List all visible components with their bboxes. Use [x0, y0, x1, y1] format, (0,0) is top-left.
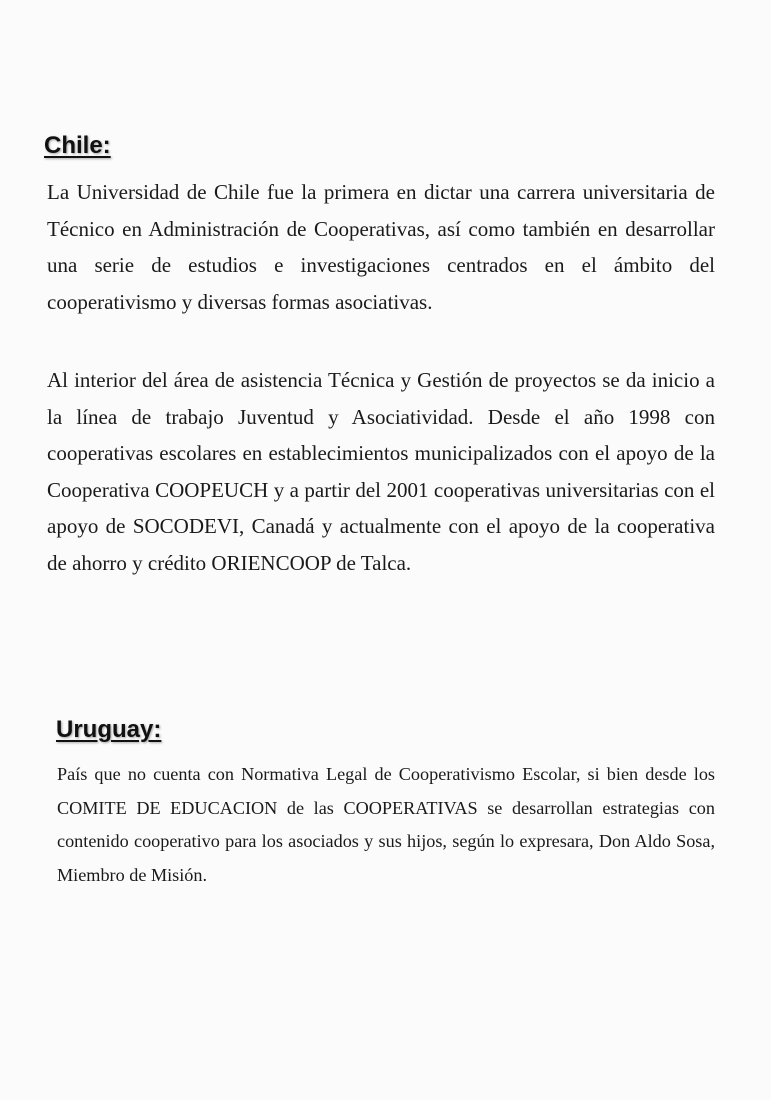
uruguay-heading: Uruguay: [56, 716, 162, 743]
chile-heading: Chile: [44, 132, 111, 159]
chile-paragraph-2: Al interior del área de asistencia Técnica y Gestión de proyectos se da inicio a la línea de trabajo Juventud y Asociatividad. Desde el año 1998 con cooperativas escolares en establecimientos municipalizados con el apoyo de la Cooperativa COOPEUCH y a partir del 2001 cooperativas universitarias con el apoyo de SOCODEVI, Canadá y actualmente con el apoyo de la cooperativa de ahorro y crédito ORIENCOOP de Talca. [47, 368, 715, 575]
uruguay-paragraph: País que no cuenta con Normativa Legal de Cooperativismo Escolar, si bien desde los COMITE DE EDUCACION de las COOPERATIVAS se desarrollan estrategias con contenido cooperativo para los asociados y sus hijos, según lo expresara, Don Aldo Sosa, Miembro de Misión. [57, 764, 715, 886]
chile-paragraph-1: La Universidad de Chile fue la primera en dictar una carrera universitaria de Técnico en Administración de Cooperativas, así como también en desarrollar una serie de estudios e investigaciones centrados en el ámbito del cooperativismo y diversas formas asociativas. [47, 180, 715, 314]
